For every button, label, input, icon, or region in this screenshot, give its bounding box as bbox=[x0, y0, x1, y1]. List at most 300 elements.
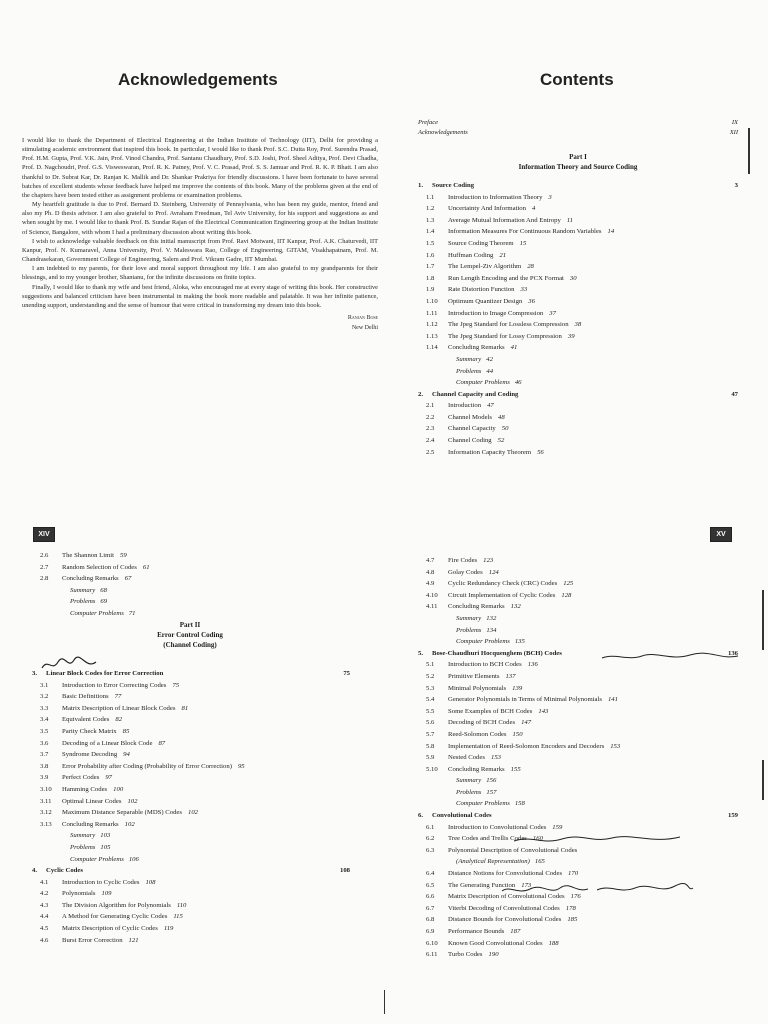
toc-page: 39 bbox=[567, 332, 575, 340]
toc-title-text: Introduction to BCH Codes bbox=[448, 661, 522, 669]
toc-number: 1.6 bbox=[426, 251, 435, 259]
toc-title-text: Matrix Description of Linear Block Codes bbox=[62, 704, 176, 712]
toc-page: 178 bbox=[565, 904, 576, 912]
toc-title-text: Polynomial Description of Convolutional Codes bbox=[448, 846, 578, 854]
toc-title-text: Cyclic Codes bbox=[46, 867, 83, 875]
handwriting-scribble-icon bbox=[40, 656, 100, 674]
toc-page: 37 bbox=[549, 309, 556, 317]
toc-title-text: Summary bbox=[456, 355, 482, 363]
toc-section[interactable] bbox=[40, 726, 350, 738]
toc-page: 15 bbox=[519, 239, 527, 247]
toc-section[interactable] bbox=[426, 423, 738, 435]
toc-title bbox=[456, 366, 493, 378]
toc-page: 38 bbox=[574, 321, 582, 329]
toc-title bbox=[448, 938, 559, 950]
toc-title bbox=[432, 389, 518, 401]
toc-title bbox=[62, 691, 121, 703]
toc-subitem[interactable] bbox=[426, 613, 738, 625]
toc-chapter-page: 136 bbox=[727, 649, 738, 657]
toc-section[interactable] bbox=[426, 261, 738, 273]
toc-section[interactable] bbox=[40, 888, 350, 900]
toc-section[interactable] bbox=[426, 192, 738, 204]
toc-title-text: Maximum Distance Separable (MDS) Codes bbox=[62, 809, 182, 817]
toc-title bbox=[456, 787, 496, 799]
toc-subitem[interactable] bbox=[426, 354, 738, 366]
toc-number: 1.8 bbox=[426, 274, 435, 282]
toc-title-text: Primitive Elements bbox=[448, 672, 500, 680]
toc-title bbox=[448, 567, 499, 579]
toc-page: 44 bbox=[486, 367, 494, 375]
toc-page: 190 bbox=[488, 951, 499, 959]
front-matter-list bbox=[418, 118, 738, 137]
toc-number: 2.3 bbox=[426, 425, 435, 433]
toc-section[interactable] bbox=[40, 714, 350, 726]
toc-section[interactable] bbox=[426, 752, 738, 764]
toc-number: 6.11 bbox=[426, 951, 438, 959]
toc-section[interactable] bbox=[426, 694, 738, 706]
toc-title-text: Nested Codes bbox=[448, 754, 485, 762]
toc-section[interactable] bbox=[426, 284, 738, 296]
toc-title bbox=[62, 573, 131, 585]
toc-page: 108 bbox=[145, 878, 156, 886]
toc-title bbox=[62, 680, 179, 692]
toc-section[interactable] bbox=[426, 555, 738, 567]
toc-section[interactable] bbox=[426, 435, 738, 447]
ack-paragraph: My heartfelt gratitude is due to Prof. Bernard D. Steinberg, University of Pennsylvania, who has been my guide, mentor, friend and also my Ph. D thesis advisor. I am also grateful to Prof. Avraham Freedman, Tel Aviv University, for his support and suggestions as and when sought by me. I would like to thank Prof. B. Sundar Rajan of the Electrical Communication Engineering group at the Indian Institute of Science, Bangalore, with whom I had a preliminary discussion about writing this book. bbox=[22, 201, 378, 236]
toc-section[interactable] bbox=[426, 319, 738, 331]
toc-number: 3.5 bbox=[40, 727, 49, 735]
toc-page: 143 bbox=[538, 707, 549, 715]
toc-section[interactable] bbox=[426, 938, 738, 950]
toc-title-text: Problems bbox=[456, 626, 482, 634]
toc-page: 132 bbox=[486, 614, 497, 622]
toc-page: 102 bbox=[187, 809, 199, 817]
toc-title-text: Concluding Remarks bbox=[62, 575, 119, 583]
toc-subitem[interactable] bbox=[426, 798, 738, 810]
toc-section[interactable] bbox=[426, 729, 738, 741]
toc-title-text: Source Coding bbox=[432, 182, 475, 189]
toc-title bbox=[448, 868, 578, 880]
toc-number: 1.14 bbox=[426, 344, 438, 352]
toc-section[interactable] bbox=[426, 590, 738, 602]
toc-section[interactable] bbox=[426, 822, 738, 834]
toc-page: 52 bbox=[497, 437, 505, 445]
toc-title bbox=[456, 613, 496, 625]
author-place: New Delhi bbox=[351, 324, 378, 331]
toc-page: 139 bbox=[512, 684, 523, 692]
toc-page: 173 bbox=[521, 881, 532, 889]
toc-number: 6. bbox=[418, 812, 424, 820]
toc-title-text: Huffman Coding bbox=[448, 251, 494, 259]
toc-subitem[interactable] bbox=[426, 856, 738, 868]
toc-page: 125 bbox=[563, 580, 574, 588]
toc-number: 4.8 bbox=[426, 568, 435, 576]
toc-title-text: Average Mutual Information And Entropy bbox=[448, 216, 561, 224]
toc-page: 153 bbox=[490, 754, 501, 762]
toc-number: 1.12 bbox=[426, 321, 438, 329]
toc-page: 36 bbox=[528, 297, 535, 305]
toc-title-text: The Generating Function bbox=[448, 881, 516, 889]
toc-title bbox=[62, 888, 111, 900]
toc-title-text: Introduction to Error Correcting Codes bbox=[62, 681, 167, 689]
toc-title bbox=[448, 949, 499, 961]
toc-number: 4.4 bbox=[40, 913, 49, 921]
toc-title-text: Syndrome Decoding bbox=[62, 751, 118, 759]
handwriting-scribble-icon bbox=[512, 833, 682, 847]
toc-subitem[interactable] bbox=[40, 830, 350, 842]
toc-title-text: Computer Problems bbox=[70, 609, 124, 617]
toc-number: 1.7 bbox=[426, 263, 435, 271]
toc-title bbox=[448, 435, 504, 447]
toc-title bbox=[448, 331, 575, 343]
toc-title bbox=[448, 238, 526, 250]
toc-page: 102 bbox=[124, 820, 135, 828]
toc-section[interactable] bbox=[426, 601, 738, 613]
toc-title bbox=[448, 308, 556, 320]
toc-title-text: Some Examples of BCH Codes bbox=[448, 707, 533, 715]
toc-title bbox=[62, 738, 165, 750]
toc-section[interactable] bbox=[426, 331, 738, 343]
toc-number: 2.8 bbox=[40, 575, 49, 583]
toc-section[interactable] bbox=[40, 923, 350, 935]
toc-title bbox=[62, 761, 245, 773]
toc-title-text: Golay Codes bbox=[448, 568, 483, 576]
toc-number: 6.4 bbox=[426, 870, 435, 878]
toc-page: 42 bbox=[486, 355, 493, 363]
toc-title-text: Channel Coding bbox=[448, 437, 492, 445]
toc-page: 11 bbox=[566, 216, 573, 224]
toc-page: 147 bbox=[521, 719, 532, 727]
toc-section[interactable] bbox=[40, 819, 350, 831]
toc-title-text: Problems bbox=[70, 598, 96, 606]
toc-number: 6.9 bbox=[426, 928, 435, 935]
toc-number: 6.8 bbox=[426, 916, 435, 924]
toc-number: 1. bbox=[418, 182, 424, 189]
toc-section[interactable] bbox=[40, 772, 350, 784]
toc-title-text: Performance Bounds bbox=[448, 928, 505, 935]
toc-title-text: Turbo Codes bbox=[448, 951, 483, 959]
toc-title-text: Channel Capacity bbox=[448, 425, 496, 433]
toc-page: 132 bbox=[510, 603, 521, 611]
toc-chapter[interactable] bbox=[418, 810, 738, 822]
toc-number: 2.5 bbox=[426, 448, 435, 456]
toc-title-text: Random Selection of Codes bbox=[62, 563, 137, 571]
toc-number: 3.4 bbox=[40, 716, 49, 724]
toc-section[interactable] bbox=[40, 796, 350, 808]
toc-title bbox=[448, 423, 508, 435]
toc-section[interactable] bbox=[40, 784, 350, 796]
toc-section[interactable] bbox=[426, 671, 738, 683]
toc-title-text: Computer Problems bbox=[456, 638, 510, 646]
toc-section[interactable] bbox=[426, 949, 738, 961]
toc-page: 87 bbox=[158, 739, 166, 747]
toc-page: 50 bbox=[501, 425, 509, 433]
toc-title bbox=[62, 772, 112, 784]
toc-title-text: Burst Error Correction bbox=[62, 936, 123, 944]
toc-section[interactable] bbox=[426, 215, 738, 227]
toc-page: 69 bbox=[100, 598, 108, 606]
toc-number: 2.6 bbox=[40, 552, 49, 559]
toc-title-text: Information Capacity Theorem bbox=[448, 448, 532, 456]
toc-title-text: Problems bbox=[456, 788, 482, 796]
toc-title bbox=[448, 764, 521, 776]
toc-page: 95 bbox=[237, 762, 245, 770]
toc-title-text: Information Measures For Continuous Random Variables bbox=[448, 228, 602, 236]
toc-page: 124 bbox=[488, 568, 499, 576]
toc-title bbox=[448, 717, 531, 729]
toc-section[interactable] bbox=[426, 226, 738, 238]
toc-title bbox=[448, 683, 522, 695]
toc-number: 1.4 bbox=[426, 228, 435, 236]
toc-title-text: Fire Codes bbox=[448, 557, 478, 564]
toc-number: 3.6 bbox=[40, 739, 49, 747]
toc-chapter[interactable] bbox=[32, 865, 350, 877]
toc-chapter[interactable] bbox=[418, 180, 738, 192]
toc-title-text: Minimal Polynomials bbox=[448, 684, 507, 692]
toc-section[interactable] bbox=[426, 203, 738, 215]
toc-number: 3.13 bbox=[40, 820, 52, 828]
toc-section[interactable] bbox=[40, 573, 350, 585]
acknowledgements-body bbox=[22, 136, 378, 336]
toc-page: 106 bbox=[128, 855, 139, 863]
toc-page: 100 bbox=[113, 785, 124, 793]
toc-title-text: Concluding Remarks bbox=[448, 344, 505, 352]
toc-section[interactable] bbox=[40, 749, 350, 761]
toc-title-text: Concluding Remarks bbox=[62, 820, 119, 828]
toc-section[interactable] bbox=[40, 691, 350, 703]
toc-title-text: Optimal Linear Codes bbox=[62, 797, 122, 805]
toc-section[interactable] bbox=[426, 250, 738, 262]
toc-section[interactable] bbox=[426, 683, 738, 695]
toc-title bbox=[448, 555, 493, 567]
toc-section[interactable] bbox=[426, 706, 738, 718]
toc-page: 160 bbox=[532, 835, 543, 843]
toc-title bbox=[62, 550, 127, 562]
toc-title-text: Convolutional Codes bbox=[432, 812, 492, 820]
toc-title-text: Concluding Remarks bbox=[448, 603, 505, 611]
toc-subitem[interactable] bbox=[40, 842, 350, 854]
toc-number: 1.2 bbox=[426, 205, 435, 213]
toc-title-text: Matrix Description of Convolutional Codes bbox=[448, 893, 565, 901]
toc-subitem[interactable] bbox=[426, 636, 738, 648]
toc-section[interactable] bbox=[40, 935, 350, 947]
toc-number: 5.10 bbox=[426, 765, 438, 773]
toc-number: 3.7 bbox=[40, 751, 49, 759]
toc-title-text: Summary bbox=[70, 586, 96, 594]
toc-section[interactable] bbox=[40, 761, 350, 773]
toc-number: 6.2 bbox=[426, 835, 435, 843]
toc-page: 105 bbox=[100, 843, 111, 851]
toc-title-text: Decoding of BCH Codes bbox=[448, 719, 516, 727]
toc-title bbox=[62, 714, 122, 726]
toc-section[interactable] bbox=[426, 926, 738, 938]
toc-title bbox=[456, 636, 525, 648]
toc-page: 14 bbox=[607, 228, 615, 236]
toc-page: 123 bbox=[483, 557, 494, 564]
toc-page: 30 bbox=[569, 274, 577, 282]
toc-title bbox=[70, 608, 136, 620]
toc-section[interactable] bbox=[40, 703, 350, 715]
toc-page: 137 bbox=[505, 672, 516, 680]
toc-chapter-page: 159 bbox=[727, 812, 738, 820]
toc-title-text: Equivalent Codes bbox=[62, 716, 110, 724]
toc-number: 5.5 bbox=[426, 707, 435, 715]
toc-section[interactable] bbox=[40, 738, 350, 750]
toc-title-text: Implementation of Reed-Solomon Encoders and Decoders bbox=[448, 742, 605, 750]
toc-subitem[interactable] bbox=[40, 596, 350, 608]
toc-section[interactable] bbox=[426, 914, 738, 926]
toc-number: 5.1 bbox=[426, 661, 435, 669]
toc-page: 48 bbox=[498, 413, 505, 421]
toc-section[interactable] bbox=[426, 903, 738, 915]
toc-number: 2. bbox=[418, 390, 424, 398]
toc-section[interactable] bbox=[40, 807, 350, 819]
toc-title-text: Perfect Codes bbox=[62, 774, 100, 782]
toc-subitem[interactable] bbox=[426, 787, 738, 799]
toc-section[interactable] bbox=[426, 342, 738, 354]
toc-chapter-page: 75 bbox=[343, 670, 350, 677]
toc-title bbox=[62, 819, 135, 831]
toc-title-text: Tree Codes and Trellis Codes bbox=[448, 835, 527, 843]
toc-title bbox=[448, 659, 538, 671]
toc-page: 135 bbox=[514, 638, 525, 646]
margin-mark bbox=[762, 590, 764, 650]
toc-page: 77 bbox=[114, 693, 122, 701]
toc-page: 121 bbox=[128, 936, 139, 944]
toc-number: 3.2 bbox=[40, 693, 49, 701]
toc-number: 5. bbox=[418, 649, 424, 657]
toc-title bbox=[432, 810, 492, 822]
toc-title-text: Introduction to Cyclic Codes bbox=[62, 878, 140, 886]
toc-number: 4.11 bbox=[426, 603, 438, 611]
toc-title-text: Introduction to Convolutional Codes bbox=[448, 823, 547, 831]
toc-title bbox=[62, 807, 198, 819]
toc-section[interactable] bbox=[426, 764, 738, 776]
toc-title-text: Source Coding Theorem bbox=[448, 239, 514, 247]
toc-section[interactable] bbox=[426, 868, 738, 880]
toc-title bbox=[448, 447, 544, 459]
front-matter-item[interactable]: Acknowledgements XII bbox=[418, 128, 738, 136]
toc-number: 1.9 bbox=[426, 286, 435, 294]
toc-title bbox=[62, 703, 188, 715]
toc-section[interactable] bbox=[426, 238, 738, 250]
toc-title bbox=[70, 596, 107, 608]
toc-title-text: Polynomials bbox=[62, 890, 96, 898]
toc-number: 3.11 bbox=[40, 797, 52, 805]
toc-title-text: Circuit Implementation of Cyclic Codes bbox=[448, 591, 556, 599]
front-matter-item[interactable]: Preface IX bbox=[418, 119, 738, 126]
contents-title: Contents bbox=[540, 70, 614, 89]
toc-title bbox=[448, 578, 573, 590]
toc-title bbox=[448, 319, 581, 331]
toc-title bbox=[448, 284, 527, 296]
toc-title bbox=[448, 342, 517, 354]
toc-title-text: Concluding Remarks bbox=[448, 765, 505, 773]
toc-subitem[interactable] bbox=[426, 377, 738, 389]
toc-subitem[interactable] bbox=[426, 366, 738, 378]
toc-subitem[interactable] bbox=[40, 585, 350, 597]
toc-subitem[interactable] bbox=[40, 608, 350, 620]
toc-title-text: Rate Distortion Function bbox=[448, 286, 515, 294]
toc-subitem[interactable] bbox=[426, 775, 738, 787]
toc-section[interactable] bbox=[40, 911, 350, 923]
toc-section[interactable] bbox=[426, 308, 738, 320]
toc-title-text: Summary bbox=[456, 777, 482, 785]
toc-number: 5.7 bbox=[426, 730, 435, 738]
toc-page: 3 bbox=[548, 193, 552, 201]
toc-page: 71 bbox=[128, 609, 136, 617]
toc-section[interactable] bbox=[426, 717, 738, 729]
toc-title-text: Problems bbox=[456, 367, 482, 375]
toc-section[interactable] bbox=[426, 273, 738, 285]
toc-chapter-page: 108 bbox=[339, 867, 350, 875]
toc-section[interactable] bbox=[40, 550, 350, 562]
toc-section[interactable] bbox=[40, 900, 350, 912]
toc-page: 28 bbox=[527, 263, 534, 271]
toc-number: 6.1 bbox=[426, 823, 435, 831]
toc-title bbox=[448, 192, 552, 204]
toc-number: 3.9 bbox=[40, 774, 49, 782]
toc-section[interactable] bbox=[40, 877, 350, 889]
toc-page: 94 bbox=[123, 751, 130, 759]
toc-title-text: The Shannon Limit bbox=[62, 552, 115, 559]
toc-title-text: Problems bbox=[70, 843, 96, 851]
toc-number: 4.1 bbox=[40, 878, 49, 886]
toc-number: 1.1 bbox=[426, 193, 435, 201]
toc-title bbox=[448, 926, 520, 938]
toc-title bbox=[62, 726, 129, 738]
toc-page: 159 bbox=[552, 823, 563, 831]
toc-title-text: Optimum Quantizer Design bbox=[448, 297, 523, 305]
toc-chapter[interactable] bbox=[418, 389, 738, 401]
toc-page: 75 bbox=[172, 681, 180, 689]
toc-section[interactable] bbox=[40, 562, 350, 574]
toc-page: 68 bbox=[100, 586, 107, 594]
toc-section[interactable] bbox=[426, 578, 738, 590]
toc-page: 102 bbox=[127, 797, 138, 805]
toc-title-text: Summary bbox=[456, 614, 482, 622]
toc-page: 158 bbox=[514, 800, 525, 808]
toc-number: 4.6 bbox=[40, 936, 49, 944]
toc-section[interactable] bbox=[40, 680, 350, 692]
toc-title-text: Hamming Codes bbox=[62, 785, 108, 793]
toc-title-text: Parity Check Matrix bbox=[62, 727, 117, 735]
toc-title-text: Introduction to Information Theory bbox=[448, 193, 543, 201]
toc-section[interactable] bbox=[426, 741, 738, 753]
toc-section[interactable] bbox=[426, 412, 738, 424]
ack-paragraph: I wish to acknowledge valuable feedback on this initial manuscript from Prof. Ravi Motwani, IIT Kanpur, Prof. A.K. Chaturvedi, IIT Kanpur, Prof. N. Kumaravel, Anna University, Prof. V. Maleswara Rao, College of Engineering, GITAM, Visakhapatnam, Prof. M. Chandrasekaran, Government College of Engineering, Salem and Prof. Vikram Gadre, IIT Mumbai. bbox=[22, 237, 378, 264]
toc-title-text: Viterbi Decoding of Convolutional Codes bbox=[448, 904, 560, 912]
toc-title bbox=[456, 354, 493, 366]
toc-title bbox=[62, 935, 139, 947]
toc-section[interactable] bbox=[426, 296, 738, 308]
toc-title bbox=[448, 296, 535, 308]
toc-subitem[interactable] bbox=[426, 625, 738, 637]
toc-title-text: Known Good Convolutional Codes bbox=[448, 939, 543, 947]
author-signature: Ranjan Bose bbox=[347, 314, 378, 321]
toc-title-text: Basic Definitions bbox=[62, 693, 109, 701]
toc-number: 6.3 bbox=[426, 846, 435, 854]
ack-paragraph: I am indebted to my parents, for their love and moral support throughout my life. I am also grateful to my grandparents for their blessings, and to my younger brother, Shantanu, for the infinite discussions on finite topics. bbox=[22, 265, 378, 282]
toc-subitem[interactable] bbox=[40, 854, 350, 866]
toc-section[interactable] bbox=[426, 447, 738, 459]
toc-title bbox=[448, 215, 573, 227]
toc-section[interactable] bbox=[426, 400, 738, 412]
toc-title bbox=[432, 648, 562, 660]
toc-list-part2 bbox=[32, 668, 350, 946]
toc-title bbox=[456, 798, 525, 810]
toc-section[interactable] bbox=[426, 567, 738, 579]
